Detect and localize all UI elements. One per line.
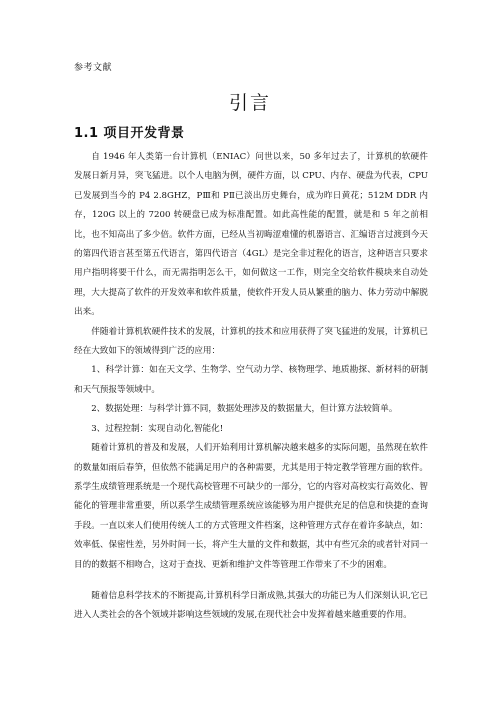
paragraph-grade-system: 随着计算机的普及和发展，人们开始利用计算机解决越来越多的实际问题，虽然现在软件的数量如雨后春笋，但依然不能满足用户的各种需要，尤其是用于特定教学管理方面的软件。系学生成绩管理系统是一个现代高校管理不可缺少的一部分，它的内容对高校实行高效化、智能化的管理非常重要，所以系学生成绩管理系统应该能够为用户提供充足的信息和快捷的查询手段。一直以来人们使用传统人工的方式管理文件档案，这种管理方式存在着许多缺点，如：效率低、保密性差，另外时间一长，将产生大量的文件和数据，其中有些冗余的或者针对同一目的的数据不相吻合，这对于查找、更新和维护文件等管理工作带来了不少的困难。 <box>74 443 428 570</box>
paragraph-applications-intro: 伴随着计算机软硬件技术的发展，计算机的技术和应用获得了突飞猛进的发展，计算机已经在大致如下的领域得到广泛的应用： <box>74 326 428 357</box>
paragraph-conclusion: 随着信息科学技术的不断提高,计算机科学日渐成熟,其强大的功能已为人们深刻认识,它已进入人类社会的各个领域并影响这些领域的发展,在现代社会中发挥着越来越重要的作用。 <box>74 590 428 621</box>
paragraph-background: 自 1946 年人类第一台计算机（ENIAC）问世以来，50 多年过去了，计算机的软硬件发展日新月异，突飞猛进。以个人电脑为例，硬件方面，以 CPU、内存、硬盘为代表，CPU 已发展到当今的 P4 2.8GHZ，PⅢ和 PⅡ已淡出历史舞台，成为昨日黄花；512M DDR 内存，120G 以上的 7200 转硬盘已成为标准配置。如此高性能的配置，就是和 5 年之前相比，也不知高出了多少倍。软件方面，已经从当初晦涩难懂的机器语言、汇编语言过渡到今天的第四代语言甚至第五代语言，第四代语言（4GL）是完全非过程化的语言，这种语言只要求用户指明将要干什么，而无需指明怎么干，如何做这一工作，则完全交给软件模块来自动处理，大大提高了软件的开发效率和软件质量，使软件开发人员从繁重的脑力、体力劳动中解脱出来。 <box>74 152 428 318</box>
chapter-title: 引言 <box>228 92 271 114</box>
body-text <box>74 148 428 626</box>
paragraph-item-scientific-computing: 1、科学计算：如在天文学、生物学、空气动力学、核物理学、地质勘探、新材料的研制和天气预报等领域中。 <box>74 365 428 395</box>
section-title: 1.1 项目开发背景 <box>74 126 185 141</box>
page-header-label: 参考文献 <box>74 63 113 73</box>
paragraph-item-process-control: 3、过程控制：实现自动化,智能化! <box>91 423 224 434</box>
paragraph-item-data-processing: 2、数据处理：与科学计算不同，数据处理涉及的数据量大，但计算方法较简单。 <box>91 404 398 415</box>
